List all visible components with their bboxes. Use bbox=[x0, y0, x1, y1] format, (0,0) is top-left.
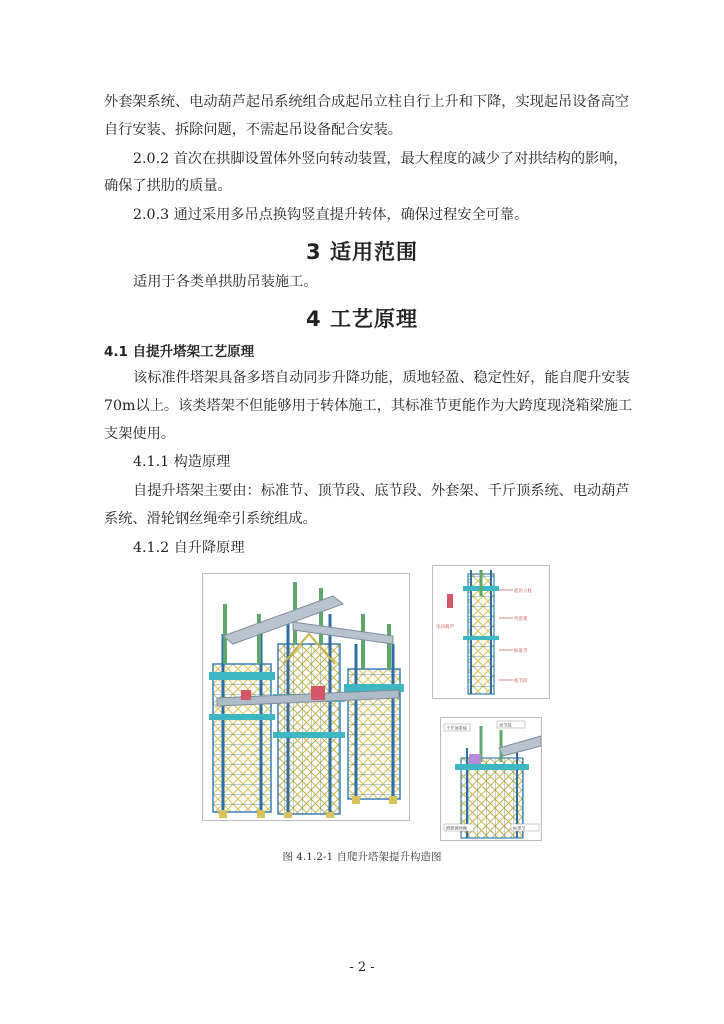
label-bottom-section: 底节段 bbox=[514, 679, 528, 684]
page-number: - 2 - bbox=[349, 960, 375, 975]
label-standard-section: 标准节 bbox=[514, 649, 528, 654]
label-pulley-rope: 滑轮钢丝绳 bbox=[446, 825, 467, 831]
label-top-section: 顶节段 bbox=[499, 722, 512, 728]
paragraph-2-line-1: 2.0.2 首次在拱脚设置体外竖向转动装置，最大程度的减少了对拱结构的影响， bbox=[133, 151, 628, 167]
figure-caption: 图 4.1.2-1 自爬升塔架提升构造图 bbox=[282, 851, 442, 863]
paragraph-4-line-2: 70m以上。该类塔架不但能够用于转体施工，其标准节更能作为大跨度现浇箱梁施工 bbox=[104, 398, 633, 414]
tower-assembly-figure bbox=[202, 573, 410, 821]
label-electric-hoist: 电动葫芦 bbox=[436, 625, 454, 630]
label-outer-frame: 外套架 bbox=[514, 617, 528, 622]
section-4-heading: 4 工艺原理 bbox=[306, 307, 418, 331]
tower-assembly-illustration bbox=[203, 574, 409, 820]
paragraph-1-line-1: 外套架系统、电动葫芦起吊系统组合成起吊立柱自行上升和下降，实现起吊设备高空 bbox=[104, 94, 629, 110]
paragraph-6-line-2: 系统、滑轮钢丝绳牵引系统组成。 bbox=[104, 511, 317, 527]
tower-detail-figure-top bbox=[432, 565, 550, 699]
paragraph-1-line-2: 自行安装、拆除问题，不需起吊设备配合安装。 bbox=[104, 122, 402, 138]
tower-detail-figure-bottom bbox=[440, 717, 542, 841]
tower-detail-illustration-top bbox=[433, 566, 549, 698]
paragraph-4-line-1: 该标准件塔架具备多塔自动同步升降功能，质地轻盈、稳定性好，能自爬升安装 bbox=[133, 370, 630, 386]
section-3-heading: 3 适用范围 bbox=[306, 240, 418, 264]
label-lifting-column: 起吊立柱 bbox=[514, 589, 532, 594]
paragraph-7-heading: 4.1.2 自升降原理 bbox=[133, 540, 245, 556]
paragraph-6-line-1: 自提升塔架主要由：标准节、顶节段、底节段、外套架、千斤顶系统、电动葫芦 bbox=[133, 483, 630, 499]
paragraph-4-line-3: 支架使用。 bbox=[104, 426, 175, 442]
subsection-4-1-heading: 4.1 自提升塔架工艺原理 bbox=[104, 344, 255, 360]
tower-detail-illustration-bottom bbox=[441, 718, 541, 840]
paragraph-3-line-1: 2.0.3 通过采用多吊点换钩竖直提升转体，确保过程安全可靠。 bbox=[133, 207, 529, 223]
paragraph-5-heading: 4.1.1 构造原理 bbox=[133, 454, 231, 470]
paragraph-2-line-2: 确保了拱肋的质量。 bbox=[104, 178, 232, 194]
label-jack-system: 千斤顶系统 bbox=[446, 725, 467, 731]
label-standard-section-bottom: 标准节 bbox=[513, 825, 526, 831]
scope-text: 适用于各类单拱肋吊装施工。 bbox=[133, 274, 318, 290]
